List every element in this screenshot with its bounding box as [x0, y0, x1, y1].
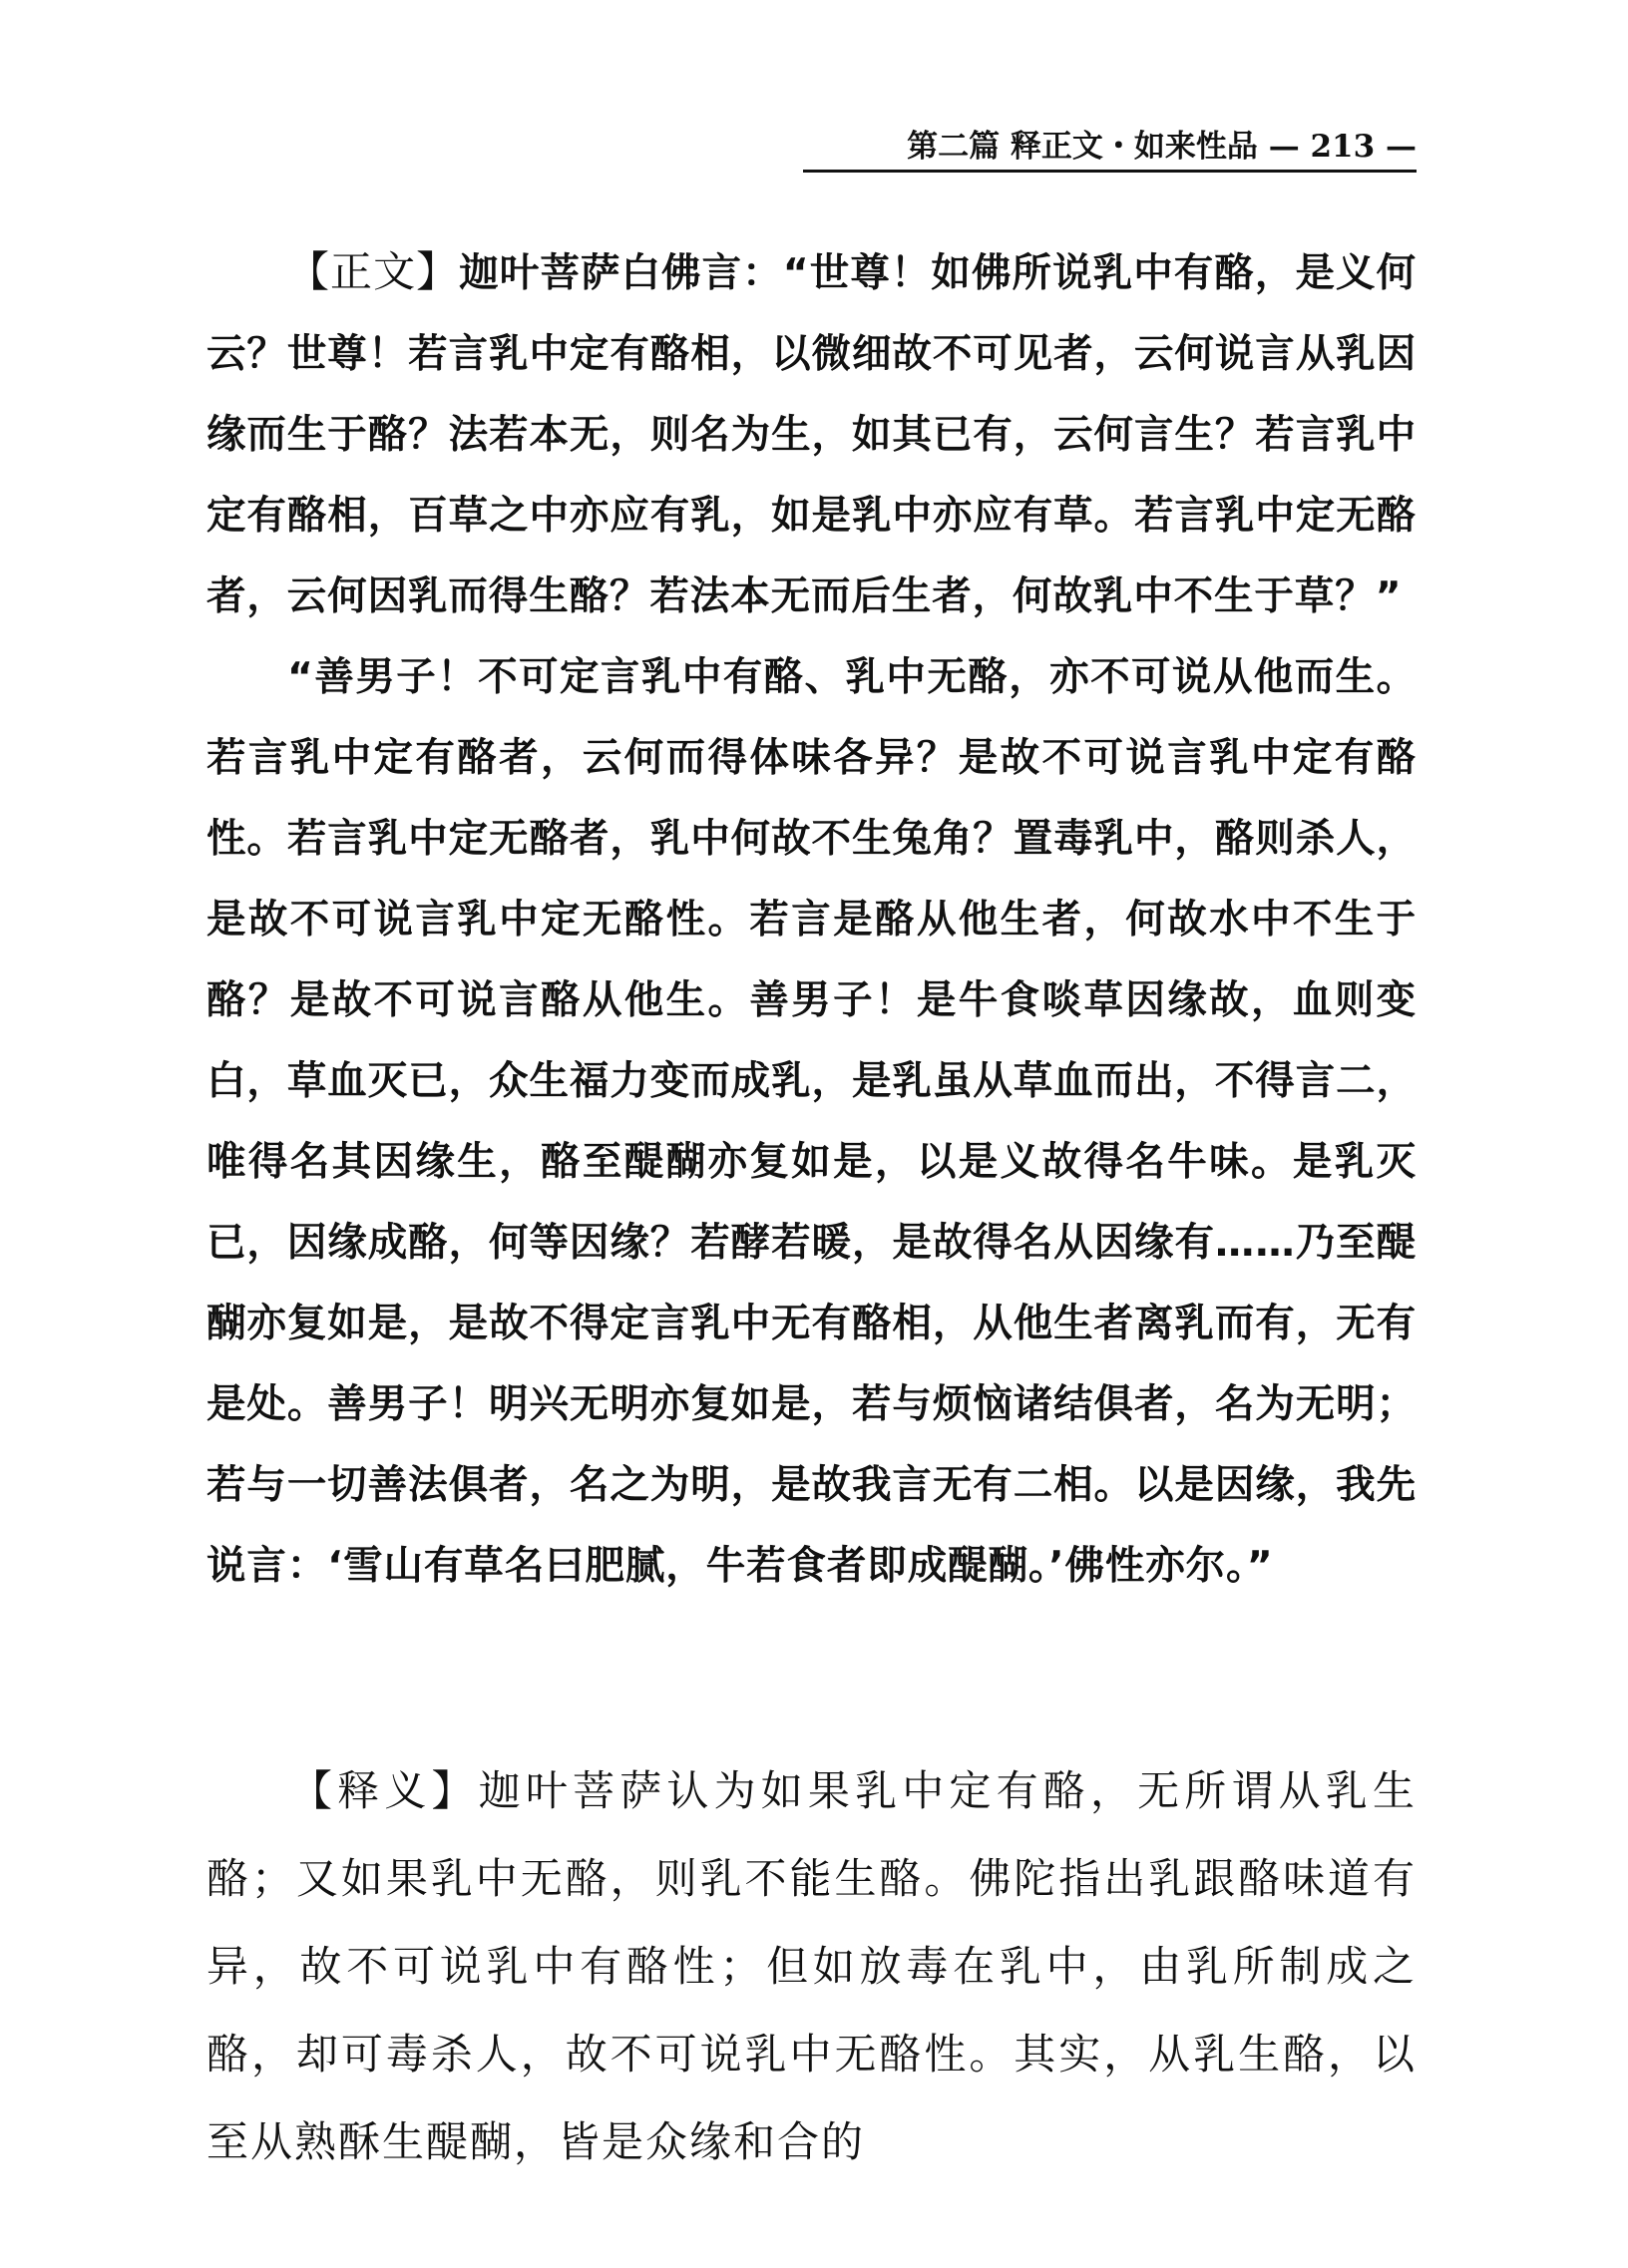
scripture-text-2: “善男子！不可定言乳中有酪、乳中无酪，亦不可说从他而生。若言乳中定有酪者，云何而得体味各异？是故不可说言乳中定有酪性。若言乳中定无酪者，乳中何故不生兔角？置毒乳中，酪则杀人，是故不可说言乳中定无酪性。若言是酪从他生者，何故水中不生于酪？是故不可说言酪从他生。善男子！是牛食啖草因缘故，血则变白，草血灭已，众生福力变而成乳，是乳虽从草血而出，不得言二，唯得名其因缘生，酪至醍醐亦复如是，以是义故得名牛味。是乳灭已，因缘成酪，何等因缘？若酵若暖，是故得名从因缘有……乃至醍醐亦复如是，是故不得定言乳中无有酪相，从他生者离乳而有，无有是处。善男子！明兴无明亦复如是，若与烦恼诸结俱者，名为无明；若与一切善法俱者，名之为明，是故我言无有二相。以是因缘，我先说言：‘雪山有草名曰肥腻，牛若食者即成醍醐。’佛性亦尔。”	[206, 654, 1417, 1589]
commentary-paragraph	[206, 1747, 1417, 2186]
scripture-paragraph-2	[206, 637, 1417, 1607]
running-header: 第二篇 释正文・如来性品 — 213 —	[803, 124, 1417, 173]
section-label-zhengwen: 【正文】	[287, 247, 460, 296]
scripture-block	[206, 231, 1417, 1607]
commentary-text: 迦叶菩萨认为如果乳中定有酪，无所谓从乳生酪；又如果乳中无酪，则乳不能生酪。佛陀指出乳跟酪味道有异，故不可说乳中有酪性；但如放毒在乳中，由乳所制成之酪，却可毒杀人，故不可说乳中无酪性。其实，从乳生酪，以至从熟酥生醍醐，皆是众缘和合的	[206, 1766, 1417, 2166]
scripture-text-1: 迦叶菩萨白佛言：“世尊！如佛所说乳中有酪，是义何云？世尊！若言乳中定有酪相，以微细故不可见者，云何说言从乳因缘而生于酪？法若本无，则名为生，如其已有，云何言生？若言乳中定有酪相，百草之中亦应有乳，如是乳中亦应有草。若言乳中定无酪者，云何因乳而得生酪？若法本无而后生者，何故乳中不生于草？”	[206, 250, 1417, 619]
commentary-block	[206, 1747, 1417, 2186]
section-label-shiyi: 【释义】	[290, 1766, 479, 1815]
scripture-paragraph-1	[206, 231, 1417, 637]
